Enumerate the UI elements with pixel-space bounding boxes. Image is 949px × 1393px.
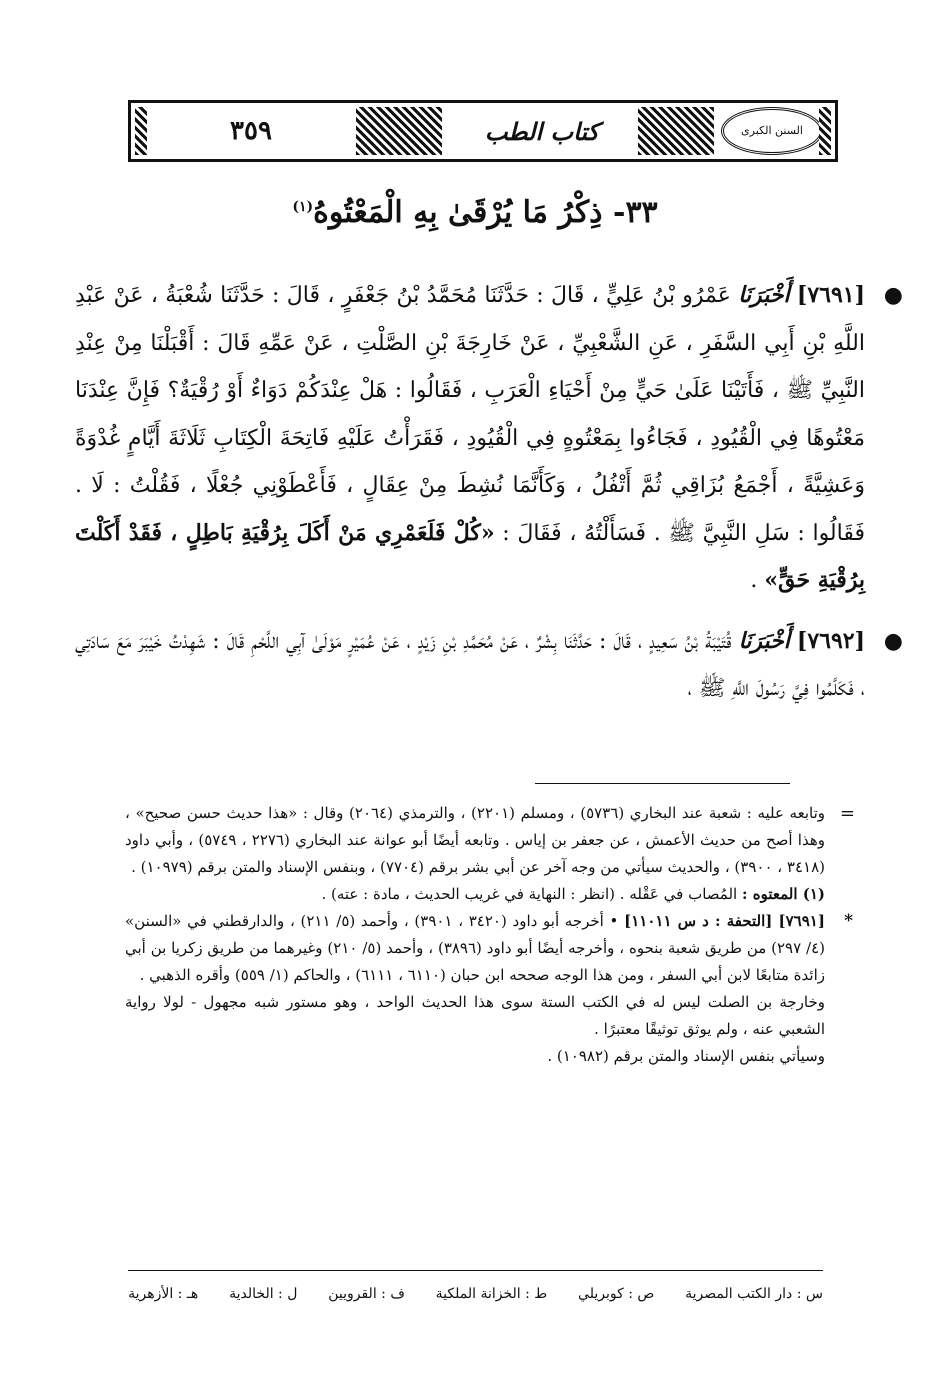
hadith-entry (75, 272, 903, 605)
takhrij-text: • أخرجه أبو داود (٣٤٢٠ ، ٣٩٠١) ، وأحمد (٥/ ٢١١) ، والدارقطني في «السنن» (٤/ ٢٩٧) من طريق شعبة بنحوه ، وأخرجه أيضًا أبو داود (٣٨٩٦) ، وأحمد (٥/ ٢١٠) وغيرهما من طريق زكريا بن أبي زائدة متابعًا لابن أبي السفر ، ومن هذا الوجه صححه ابن حبان (٦١١٠ ، ٦١١١) ، والحاكم (١/ ٥٥٩) وأقره الذهبي . (125, 912, 826, 984)
header-ornament (356, 107, 442, 155)
chapter-title: ٣٣- ذِكْرُ مَا يُرْقَىٰ بِهِ الْمَعْتُوهُ (313, 195, 658, 230)
hadith-entry (75, 618, 903, 713)
hadith-text (75, 272, 903, 713)
hadith-opening: أَخْبَرَنَا (738, 627, 790, 654)
siglum: ف : القرويين (328, 1286, 405, 1302)
footnote-text: المُصاب في عَقْله . (انظر : النهاية في غريب الحديث ، مادة : عته) . (321, 885, 738, 903)
footnote-1 (125, 881, 825, 908)
chapter-footnote-ref: (١) (292, 199, 314, 215)
hadith-number: [٧٦٩١] (796, 282, 866, 308)
takhrij-paragraph (125, 1043, 825, 1070)
page-header (128, 100, 838, 162)
header-ornament (819, 107, 831, 155)
hadith-number: [٧٦٩٢] (796, 627, 865, 654)
book-seal-logo: السنن الكبرى (721, 107, 823, 155)
footnotes (125, 800, 855, 1070)
siglum: هـ : الأزهرية (128, 1286, 199, 1302)
sigla-separator (128, 1270, 823, 1271)
siglum: س : دار الكتب المصرية (685, 1286, 823, 1302)
bullet-icon: ● (883, 628, 903, 654)
header-ornament (638, 107, 714, 155)
manuscript-sigla (128, 1286, 823, 1302)
siglum: ص : كوبريلي (578, 1286, 655, 1302)
takhrij-label: [٧٦٩١] [التحفة : د س ١١٠١١] (624, 912, 825, 930)
star-icon: * (844, 911, 853, 931)
hadith-body: عَمْرُو بْنُ عَلِيٍّ ، قَالَ : حَدَّثَنَا مُحَمَّدُ بْنُ جَعْفَرٍ ، قَالَ : حَدَّثَنَا شُعْبَةُ ، عَنْ عَبْدِ اللَّهِ بْنِ أَبِي السَّفَرِ ، عَنِ الشَّعْبِيِّ ، عَنْ خَارِجَةَ بْنِ الصَّلْتِ ، عَنْ عَمِّهِ قَالَ : أَقْبَلْنَا مِنْ عِنْدِ النَّبِيِّ ﷺ ، فَأَتَيْنَا عَلَىٰ حَيٍّ مِنْ أَحْيَاءِ الْعَرَبِ ، فَقَالُوا : هَلْ عِنْدَكُمْ دَوَاءٌ أَوْ رُقْيَةٌ؟ فَإِنَّ عِنْدَنَا مَعْتُوهًا فِي الْقُيُودِ ، فَجَاءُوا بِمَعْتُوهٍ فِي الْقُيُودِ ، فَقَرَأْتُ عَلَيْهِ فَاتِحَةَ الْكِتَابِ ثَلَاثَةَ أَيَّامٍ غُدْوَةً وَعَشِيَّةً ، أَجْمَعُ بُزَاقِي ثُمَّ أَتْفُلُ ، وَكَأَنَّمَا نُشِطَ مِنْ عِقَالٍ ، فَأَعْطَوْنِي جُعْلًا ، فَقُلْتُ : لَا . فَقَالُوا : سَلِ النَّبِيَّ ﷺ . فَسَأَلْتُهُ ، فَقَالَ : (75, 283, 866, 546)
footnote-text: وسيأتي بنفس الإسناد والمتن برقم (١٠٩٨٢) . (547, 1047, 825, 1065)
hadith-opening: أَخْبَرَنَا (738, 282, 790, 308)
siglum: ل : الخالدية (229, 1286, 298, 1302)
footnote-text: وتابعه عليه : شعبة عند البخاري (٥٧٣٦) ، ومسلم (٢٢٠١) ، والترمذي (٢٠٦٤) وقال : «هذا حديث حسن صحيح» ، وهذا أصح من حديث الأعمش ، عن جعفر بن إياس . وتابعه أيضًا أبو عوانة عند البخاري (٢٢٧٦ ، ٥٧٤٩) ، وأبي داود (٣٤١٨ ، ٣٩٠٠) ، والحديث سيأتي من وجه آخر عن أبي بشر برقم (٧٧٠٤) ، وبنفس الإسناد والمتن برقم (١٠٩٧٩) . (125, 804, 825, 876)
prophet-quote: «كُلْ فَلَعَمْرِي مَنْ أَكَلَ بِرُقْيَةِ بَاطِلٍ ، فَقَدْ أَكَلْتَ بِرُقْيَةِ حَقٍّ» (75, 519, 865, 593)
footnote-separator (535, 783, 790, 784)
book-title: كتاب الطب (484, 116, 600, 146)
hadith-body: قُتَيْبَةُ بْنُ سَعِيدٍ ، قَالَ : حَدَّثَنَا بِشْرٌ ، عَنْ مُحَمَّدِ بْنِ زَيْدٍ ، عَنْ عُمَيْرٍ مَوْلَىٰ آبِي اللَّحْمِ قَالَ : شَهِدْتُ خَيْبَرَ مَعَ سَادَتِي ، فَكَلَّمُوا فِيَّ رَسُولَ اللَّهِ ﷺ ، (75, 628, 865, 701)
header-ornament (135, 107, 147, 155)
takhrij-note (125, 908, 853, 989)
takhrij-paragraph (125, 989, 825, 1043)
siglum: ط : الخزانة الملكية (435, 1286, 548, 1302)
footnote-label: (١) المعتوه : (741, 885, 825, 903)
footnote-continuation (125, 800, 855, 881)
chapter-heading (100, 195, 850, 230)
page-number: ٣٥٩ (230, 116, 272, 146)
continuation-mark: = (839, 803, 855, 824)
hadith-end: . (750, 568, 765, 593)
footnote-text: وخارجة بن الصلت ليس له في الكتب الستة سوى هذا الحديث الواحد ، وهو مستور شبه مجهول - لولا رواية الشعبي عنه ، ولم يوثق توثيقًا معتبرًا . (125, 993, 825, 1038)
bullet-icon: ● (883, 283, 903, 308)
